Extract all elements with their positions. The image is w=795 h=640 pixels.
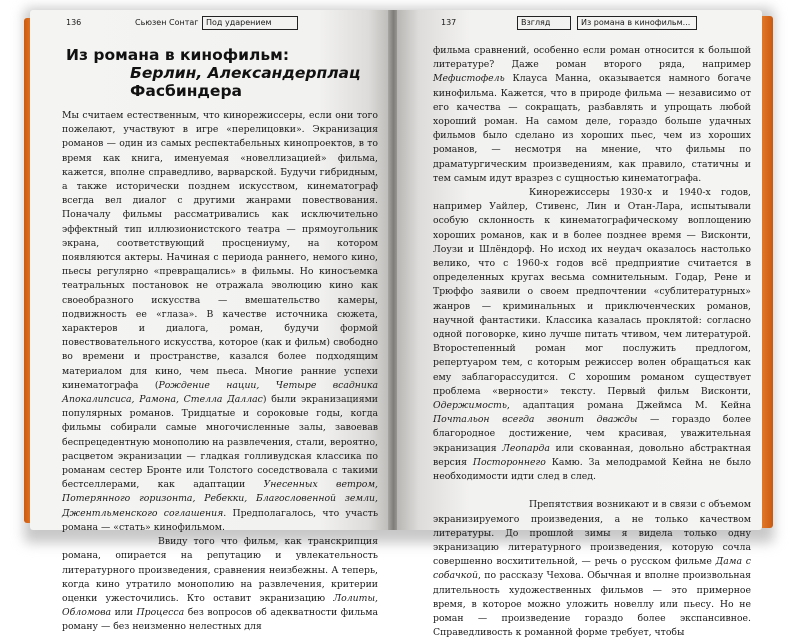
right-page bbox=[397, 10, 762, 639]
section-label: Взгляд bbox=[517, 16, 571, 30]
chapter-title-line3: Фасбиндера bbox=[130, 82, 242, 100]
page-number: 137 bbox=[441, 18, 457, 27]
paragraph: Ввиду того что фильм, как транскрипция романа, опирается на репутацию и увлекательность литературного произведения, сравнения неизбежны. А теперь, когда кино утратило монополию на развлечения, критерии оценки ужесточились. Кто оставит экранизацию Лолиты, Обломова или Процесса без вопросов об адекватности фильма роману — без неизменно нелестных для bbox=[62, 536, 378, 633]
paragraph: фильма сравнений, особенно если роман относится к большой литературе? Даже роман второго ряда, например Мефистофель Клауса Манна, оказывается намного богаче кинофильма. Кажется, что в природе фильма — независимо от его качества — сокращать, разбавлять и упрощать любой хороший роман. На самом деле, гораздо больше удачных фильмов было сделано из хороших пьес, чем из хороших романов, — несмотря на мнение, что фильмы по драматургическим произведениям, как правило, статичны и тем самым идут вразрез с сущностью кинематографа. bbox=[433, 45, 751, 184]
paragraph: Мы считаем естественным, что кинорежиссеры, если они того пожелают, участвуют в игре «перелицовки». Экранизация романов — один из самых респектабельных кинопроектов, в то время как книга, именуемая «новеллизацией» фильма, кажется, вполне справедливо, варварской. Будучи гибридным, а также исторически позднем искусством, кинематограф всегда вел диалог с другими жанрами повествования. Поначалу фильмы рассматривались как исключительно эффектный тип иллюзионистского театра — прямоугольник экрана, соответствующий просцениуму, на котором появляются актеры. Начиная с периода раннего, немого кино, пьесы регулярно «превращались» в фильмы. Но киносъемка театральных постановок не отражала эволюцию кино как своеобразного искусства — вмешательство камеры, подвижность ее «глаза». В качестве источника сюжета, характеров и диалога, роман, будучи формой повествовательного искусства, которое (как и фильм) свободно во времени и пространстве, казался более подходящим материалом для кино, чем пьеса. Многие ранние успехи кинематографа (Рождение нации, Четыре всадника Апокалипсиса, Рамона, Стелла Даллас) были экранизациями популярных романов. Тридцатые и сороковые годы, когда фильмы собирали самые многочисленные залы, завоевав беспрецедентную монополию на развлечения, стали, вероятно, расцветом экранизации — гладкая голливудская классика по романам сестер Бронте или Толстого соседствовала с такими бестселлерами, как адаптации Унесенных ветром, Потерянного горизонта, Ребекки, Благословенной земли, Джентльменского соглашения. Предполагалось, что участь романа — «стать» кинофильмом. bbox=[62, 110, 379, 533]
right-body-text bbox=[433, 44, 751, 640]
author-name: Сьюзен Сонтаг bbox=[135, 18, 199, 27]
left-body-text bbox=[62, 109, 378, 635]
paragraph: Кинорежиссеры 1930-х и 1940-х годов, например Уайлер, Стивенс, Лин и Отан-Лара, испытывали особую склонность к кинематографическому воплощению хороших романов, как и в более позднее время — Висконти, Лоузи и Шлёндорф. Но исход их неудач оказалось настолько велико, что с 1960-х годов всё предприятие считается в определенных кругах весьма сомнительным. Годар, Рене и Трюффо заявили о своем предпочтении «сублитературных» жанров — криминальных и приключенческих романов, научной фантастики. Классика казалась проклятой: согласно одной поговорке, кино лучше питать чтивом, чем литературой. Второстепенный роман мог послужить предлогом, репертуаром тем, с которым режиссер волен обращаться как ему заблагорассудится. С хорошим романом существует проблема «верности» тексту. Первый фильм Висконти, Одержимость, адаптация романа Джеймса М. Кейна Почтальон всегда звонит дважды — гораздо более благородное достижение, чем красивая, уважительная экранизация Леопарда или скованная, довольно абстрактная версия Постороннего Камю. За мелодрамой Кейна не было необходимости идти след в след. bbox=[433, 187, 751, 483]
left-header bbox=[30, 18, 390, 32]
left-page bbox=[30, 10, 390, 633]
paragraph: Препятствия возникают и в связи с объемом экранизируемого произведения, а не только качеством литературы. До прошлой зимы я видела только одну экранизацию литературного произведения, которую сочла совершенно восхитительной, — речь о русском фильме Дама с собачкой, по рассказу Чехова. Обычная и вполне произвольная длительность художественных фильмов — это примерное время, в которое можно уложить новеллу или пьесу. Но не роман — произведение гораздо более экспансивное. Справедливость к романной форме требует, чтобы bbox=[433, 499, 751, 639]
cover-edge-right bbox=[761, 16, 773, 528]
right-header bbox=[397, 18, 762, 32]
chapter-title-line1: Из романа в кинофильм: bbox=[66, 46, 290, 64]
chapter-label: Из романа в кинофильм... bbox=[577, 16, 697, 30]
page-number: 136 bbox=[66, 18, 82, 27]
section-label: Под ударением bbox=[202, 16, 298, 30]
chapter-title-line2: Берлин, Александерплац bbox=[130, 64, 361, 82]
